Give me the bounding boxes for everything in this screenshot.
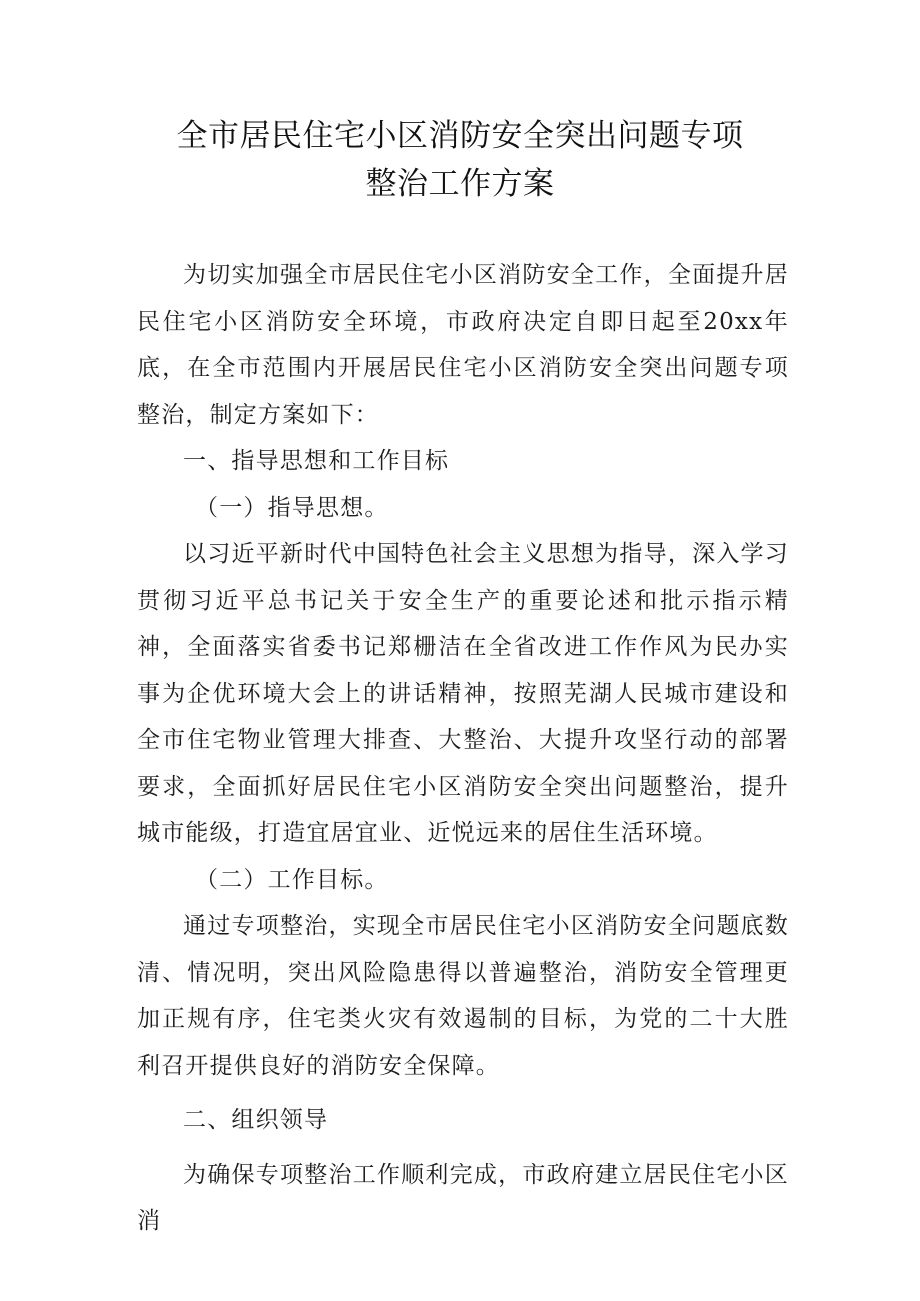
work-goal-paragraph: 通过专项整治，实现全市居民住宅小区消防安全问题底数清、情况明，突出风险隐患得以普遍整治，消防安全管理更加正规有序，住宅类火灾有效遏制的目标，为党的二十大胜利召开提供良好的消防安全保障。 bbox=[137, 913, 789, 1079]
document-title-line2: 整治工作方案 bbox=[365, 166, 555, 202]
guiding-ideology-paragraph: 以习近平新时代中国特色社会主义思想为指导，深入学习贯彻习近平总书记关于安全生产的重要论述和批示指示精神，全面落实省委书记郑栅洁在全省改进工作作风为民办实事为企优环境大会上的讲话精神，按照芜湖人民城市建设和全市住宅物业管理大排查、大整治、大提升攻坚行动的部署要求，全面抓好居民住宅小区消防安全突出问题整治，提升城市能级，打造宜居宜业、近悦远来的居住生活环境。 bbox=[137, 541, 789, 846]
section1-subheading-2: （二）工作目标。 bbox=[195, 866, 389, 893]
document-body bbox=[137, 252, 789, 1245]
section1-heading: 一、指导思想和工作目标 bbox=[183, 448, 450, 474]
document-title-line1: 全市居民住宅小区消防安全突出问题专项 bbox=[176, 118, 744, 154]
section1-subheading-1: （一）指导思想。 bbox=[195, 494, 389, 521]
organization-paragraph: 为确保专项整治工作顺利完成，市政府建立居民住宅小区消 bbox=[137, 1161, 789, 1234]
section2-heading: 二、组织领导 bbox=[183, 1107, 329, 1133]
intro-paragraph: 为切实加强全市居民住宅小区消防安全工作，全面提升居民住宅小区消防安全环境，市政府决定自即日起至20xx年底，在全市范围内开展居民住宅小区消防安全突出问题专项整治，制定方案如下： bbox=[137, 262, 789, 428]
